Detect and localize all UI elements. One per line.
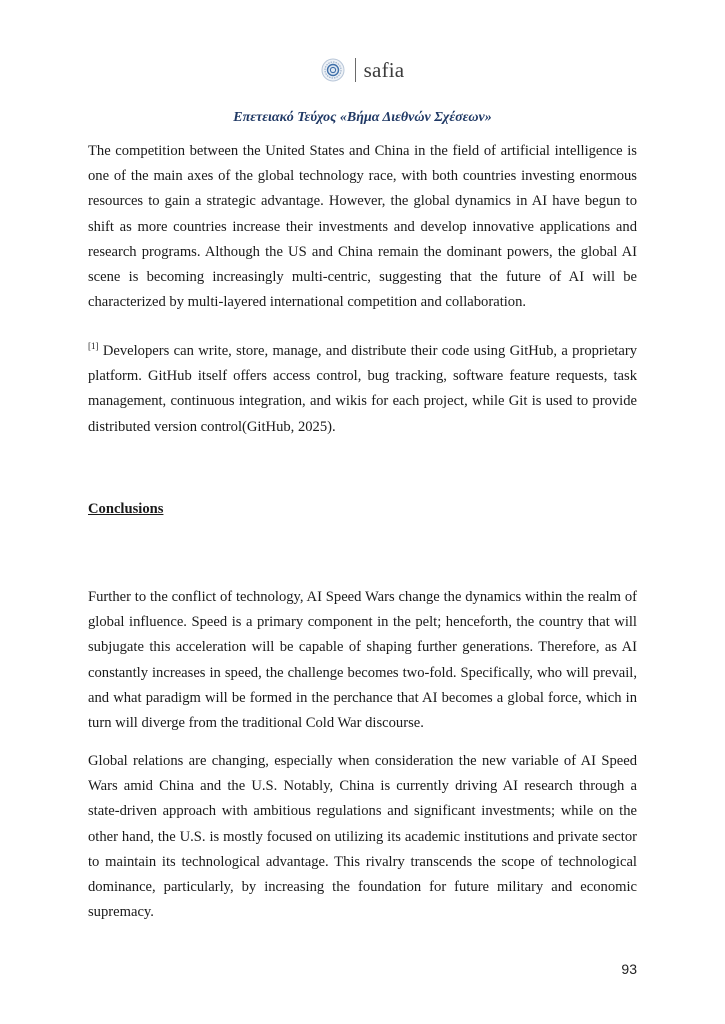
paragraph-text: Further to the conflict of technology, AI Speed Wars change the dynamics within the realm of global influence. Speed is a primary component in the pelt; henceforth, the country that will subjugate this acceleration will be capable of shaping further generations. Therefore, as AI constantly increases in speed, the challenge becomes two-fold. Specifically, who will prevail, and what paradigm will be formed in the perchance that AI becomes a global force, which in turn will diverge from the traditional Cold War discourse. (88, 589, 637, 732)
section-heading-conclusions: Conclusions (88, 501, 164, 517)
journal-title: Επετειακό Τεύχος «Βήμα Διεθνών Σχέσεων» (233, 110, 492, 125)
paragraph-text: Global relations are changing, especially when consideration the new variable of AI Speed Wars amid China and the U.S. Notably, China is currently driving AI research through a state-driven approach with ambitious regulations and significant investments; while on the other hand, the U.S. is mostly focused on utilizing its academic institutions and private sector to maintain its technological advantage. This rivalry transcends the scope of technological dominance, particularly, by increasing the foundation for future military and economic supremacy. (88, 753, 637, 921)
body-paragraph (88, 139, 637, 315)
page-header (0, 58, 725, 82)
logo-text: safia (363, 58, 405, 82)
conclusion-paragraph (88, 749, 637, 925)
footnote-marker: [1] (88, 341, 99, 352)
footnote-paragraph (88, 339, 637, 440)
paragraph-text: The competition between the United States and China in the field of artificial intelligence is one of the main axes of the global technology race, with both countries investing enormous resources to gain a strategic advantage. However, the global dynamics in AI have begun to shift as more countries increase their investments and develop innovative applications and research programs. Although the US and China remain the dominant powers, the global AI scene is becoming increasingly multi-centric, suggesting that the future of AI will be characterized by multi-layered international competition and collaboration. (88, 143, 637, 311)
footnote-text-container (88, 339, 637, 440)
logo-divider (355, 58, 356, 82)
page-number: 93 (621, 961, 637, 977)
safia-logo (321, 58, 405, 82)
footnote-text: Developers can write, store, manage, and distribute their code using GitHub, a proprietary platform. GitHub itself offers access control, bug tracking, software feature requests, task management, continuous integration, and wikis for each project, while Git is used to provide distributed version control(GitHub, 2025). (88, 343, 637, 435)
circular-emblem-icon (321, 58, 345, 82)
conclusion-paragraph (88, 585, 637, 736)
